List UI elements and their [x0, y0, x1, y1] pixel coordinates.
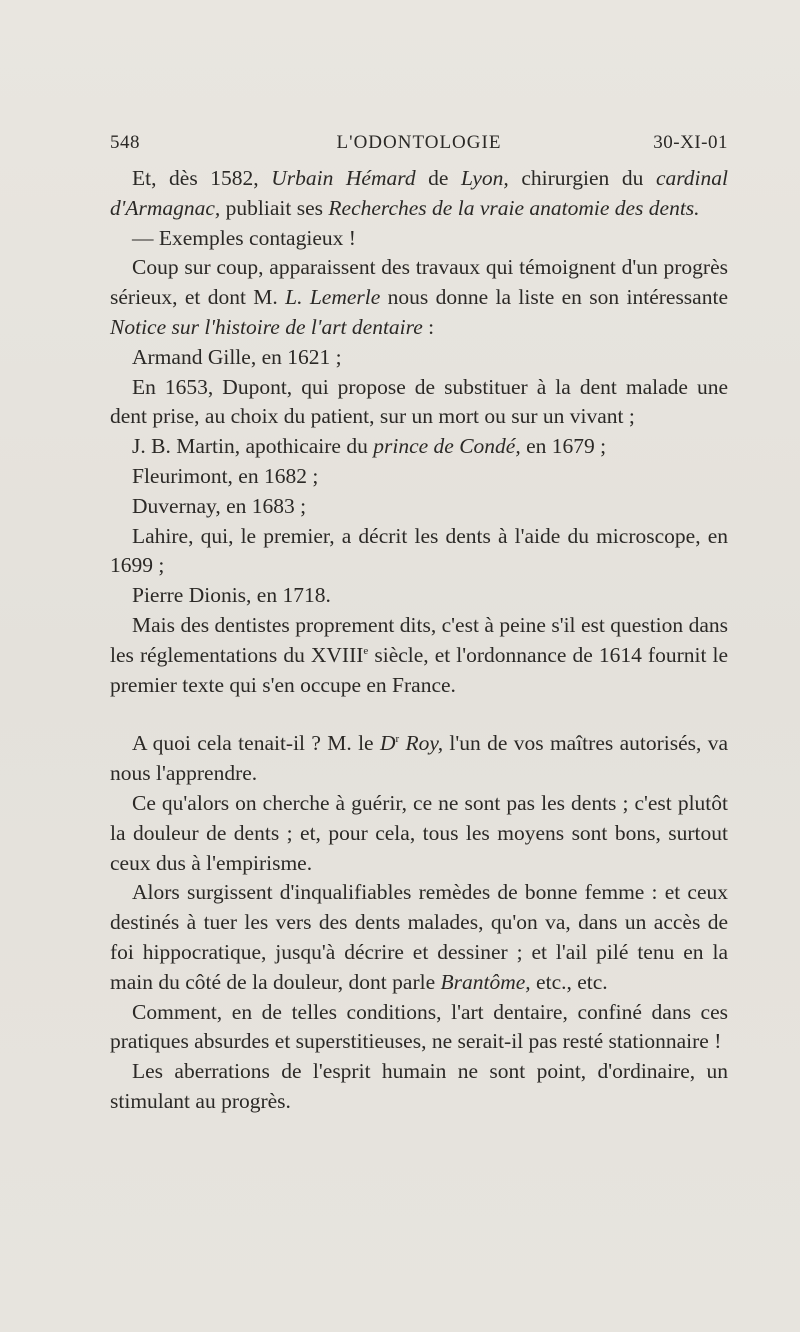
list-item-fleurimont: Fleurimont, en 1682 ; [132, 463, 319, 488]
issue-date: 30-XI-01 [653, 132, 728, 153]
person-name: Brantôme, [440, 969, 531, 994]
running-title: L'ODONTOLOGIE [336, 132, 502, 153]
text-run: A quoi cela tenait-il ? M. le [132, 731, 380, 756]
superscript: r [395, 733, 400, 746]
text-run: chirurgien du [508, 166, 656, 190]
book-title: Notice sur l'histoire de l'art dentaire [110, 314, 423, 339]
title-abbrev: D [379, 731, 396, 756]
text-run: siècle, et l'ordonnance de 1614 fournit le premier texte qui s'en occupe en France. [110, 642, 728, 697]
paragraph-roy [110, 729, 728, 789]
page-number: 548 [110, 132, 140, 153]
paragraph-dentistes [110, 611, 728, 700]
text-run: en 1679 ; [520, 434, 607, 459]
list-item-dupont: En 1653, Dupont, qui propose de substituer à la dent malade une dent prise, au choix du patient, sur un mort ou sur un vivant ; [110, 374, 728, 429]
text-run: Et, dès 1582, [132, 166, 272, 190]
place-name: Lyon, [461, 166, 509, 190]
book-title: Recherches de la vraie anatomie des dents. [328, 195, 700, 220]
paragraph-remedes [110, 878, 728, 997]
paragraph-comment: Comment, en de telles conditions, l'art dentaire, confiné dans ces pratiques absurdes et superstitieuses, ne serait-il pas resté stationnaire ! [110, 999, 728, 1054]
list-item-duvernay: Duvernay, en 1683 ; [132, 493, 307, 518]
superscript: e [363, 644, 369, 657]
text-run: publiait ses [220, 195, 329, 220]
person-name: Roy, [399, 731, 444, 756]
text-run: nous donne la liste en son intéressante [380, 285, 728, 310]
text-run: l'un de vos maîtres autorisés, va nous l'apprendre. [110, 731, 728, 786]
person-name: L. Lemerle [285, 285, 381, 310]
text-run: Mais des dentistes proprement dits, c'est à peine s'il est question dans les réglementations du XVIII [110, 612, 728, 667]
text-run: de [415, 166, 462, 190]
person-name: Urbain Hémard [271, 166, 416, 190]
list-item-martin [110, 432, 728, 462]
person-name: prince de Condé, [373, 434, 521, 459]
text-run: Alors surgissent d'inqualifiables remèdes de bonne femme : et ceux destinés à tuer les vers des dents malades, qu'on va, dans un accès de foi hippocratique, jusqu'à décrire et dessiner ; et l'ail pilé tenu en la main du côté de la douleur, dont parle [110, 880, 728, 994]
paragraph-coup-sur-coup [110, 253, 728, 342]
text-run: etc., etc. [530, 969, 608, 994]
text-run: J. B. Martin, apothicaire du [132, 434, 374, 459]
list-item-gille: Armand Gille, en 1621 ; [132, 344, 342, 369]
list-item-lahire: Lahire, qui, le premier, a décrit les dents à l'aide du microscope, en 1699 ; [110, 523, 728, 578]
list-item-dionis: Pierre Dionis, en 1718. [132, 583, 331, 608]
running-header [110, 132, 728, 158]
paragraph-exemples: — Exemples contagieux ! [132, 225, 356, 250]
paragraph-hemard [110, 164, 728, 224]
text-run: : [422, 314, 435, 339]
text-run: Coup sur coup, apparaissent des travaux qui témoignent d'un progrès sérieux, et dont M. [110, 255, 728, 310]
person-name: cardinal d'Armagnac, [110, 166, 728, 220]
paragraph-aberrations: Les aberrations de l'esprit humain ne sont point, d'ordinaire, un stimulant au progrès. [110, 1059, 728, 1113]
body-text [110, 164, 728, 1117]
paragraph-guerir: Ce qu'alors on cherche à guérir, ce ne sont pas les dents ; c'est plutôt la douleur de dents ; et, pour cela, tous les moyens sont bons, surtout ceux dus à l'empirisme. [110, 790, 728, 875]
